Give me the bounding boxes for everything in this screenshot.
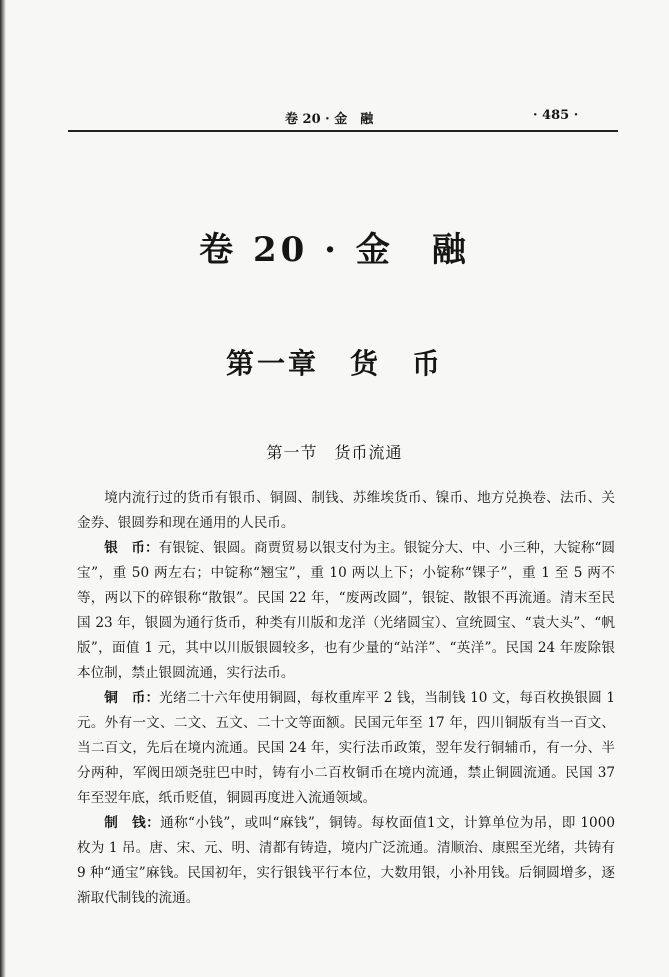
chapter-title: 第一章 货 币 bbox=[225, 347, 443, 380]
paragraph-copper bbox=[77, 686, 615, 811]
section-title: 第一节 货币流通 bbox=[266, 443, 403, 462]
paragraph-term: 银 币： bbox=[104, 540, 159, 556]
header-rule bbox=[68, 130, 618, 132]
page-number: · 485 · bbox=[533, 108, 579, 123]
paragraph-intro bbox=[77, 486, 615, 536]
body-text bbox=[77, 486, 615, 911]
volume-title: 卷 20 · 金 融 bbox=[199, 230, 470, 270]
paragraph-text: 通称“小钱”，或叫“麻钱”，铜铸。每枚面值1文，计算单位为吊，即 1000 枚为 1 吊。唐、宋、元、明、清都有铸造，境内广泛流通。清顺治、康熙至光绪，共铸有 9 种“通宝”麻钱。民国初年，实行银钱平行本位，大数用银，小补用钱。后铜圆增多，逐渐取代制钱的流通。 bbox=[77, 815, 616, 906]
header-volume: 卷 20 · 金 融 bbox=[285, 112, 374, 127]
paragraph-term: 铜 币： bbox=[104, 690, 160, 706]
paragraph-cash bbox=[77, 811, 615, 911]
paragraph-text: 有银锭、银圆。商贾贸易以银支付为主。银锭分大、中、小三种，大锭称“圆宝”，重 50 两左右；中锭称“翘宝”，重 10 两以上下；小锭称“锞子”，重 1 至 5 两不等，两以下的碎银称“散银”。民国 22 年，“废两改圆”，银锭、散银不再流通。清末至民国 23 年，银圆为通行货币，种类有川版和龙洋（光绪圆宝）、宣统圆宝、“袁大头”、“帆版”，面值 1 元，其中以川版银圆较多，也有少量的“站洋”、“英洋”。民国 24 年废除银本位制，禁止银圆流通，实行法币。 bbox=[77, 540, 616, 681]
paragraph-silver bbox=[77, 536, 615, 686]
paragraph-text: 境内流行过的货币有银币、铜圆、制钱、苏维埃货币、镍币、地方兑换卷、法币、关金券、银圆券和现在通用的人民币。 bbox=[77, 490, 615, 531]
paragraph-term: 制 钱： bbox=[104, 815, 161, 831]
scan-edge-shadow bbox=[0, 0, 6, 977]
paragraph-text: 光绪二十六年使用铜圆，每枚重库平 2 钱，当制钱 10 文，每百枚换银圆 1 元。外有一文、二文、五文、二十文等面额。民国元年至 17 年，四川铜版有当一百文、当二百文，先后在境内流通。民国 24 年，实行法币政策，翌年发行铜辅币，有一分、半分两种，军阀田颂尧驻巴中时，铸有小二百枚铜币在境内流通，禁止铜圆流通。民国 37 年至翌年底，纸币贬值，铜圆再度进入流通领域。 bbox=[77, 690, 616, 806]
